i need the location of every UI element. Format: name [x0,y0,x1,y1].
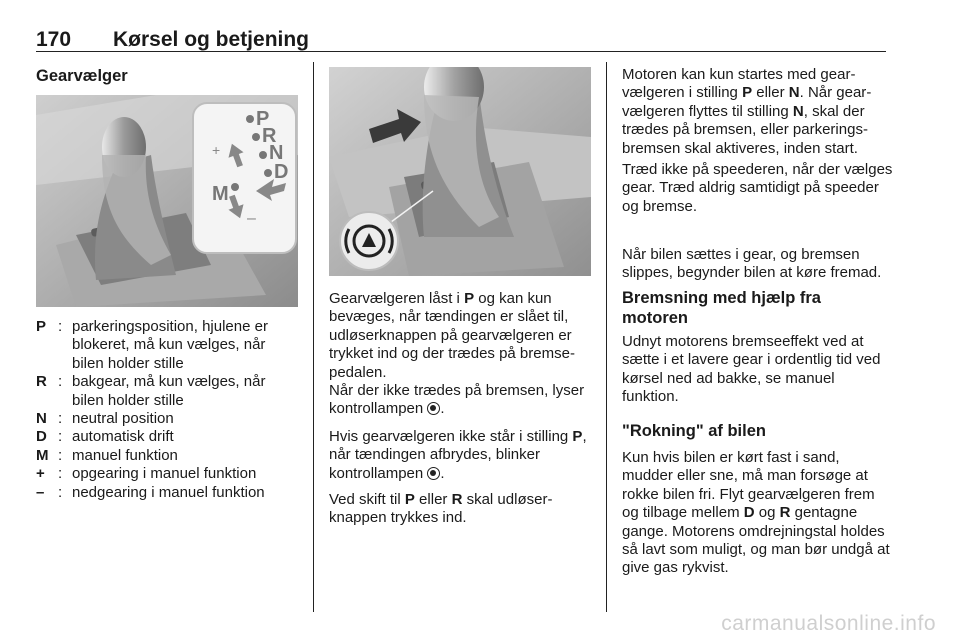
legend-row: R : bakgear, må kun vælges, når bilen holder stille [36,373,266,409]
selector-label-p: P [256,108,270,130]
legend-row: – : nedgearing i manuel funktion [36,483,265,501]
section-heading-gearvaelger: Gearvælger [36,67,128,85]
legend-row: + : opgearing i manuel funktion [36,465,257,483]
selector-label-d: D [274,161,289,183]
legend-row: D : automatisk drift [36,428,174,446]
gear-release-illustration [329,67,591,276]
gear-position-legend [36,318,298,502]
legend-row: N : neutral position [36,410,174,428]
paragraph-control-lamp: Når der ikke trædes på bremsen, lyser kontrollampen . [329,382,585,418]
section-heading-rocking: "Rokning" af bilen [622,422,766,440]
header-rule [36,51,886,52]
paragraph-rocking: Kun hvis bilen er kørt fast i sand, mudder eller sne, må man forsøge at rokke bilen fri. Flyt gearvælgeren frem og tilbage mellem D og R gentagne gange. Motorens omdrejningstal holdes så lavt som muligt, og man bør undgå at give gas rykvist. [622,449,890,577]
page-title: Kørsel og betjening [113,28,310,51]
brake-control-lamp-icon [427,402,440,415]
page-number: 170 [36,28,72,51]
paragraph-release-button: Ved skift til P eller R skal udløserknappen trykkes ind. [329,491,553,527]
section-heading-engine-braking: Bremsning med hjælp fra motoren [622,289,821,327]
selector-label-n: N [269,142,284,164]
paragraph-vehicle-moves: Når bilen sættes i gear, og bremsen slippes, begynder bilen at køre fremad. [622,246,882,282]
column-divider-1 [313,62,314,612]
svg-text:–: – [247,210,256,227]
column-divider-2 [606,62,607,612]
paragraph-locked-in-p: Gearvælgeren låst i P og kan kun bevæges, når tændingen er slået til, udløserknappen på gearvælgeren er trykket ind og der trædes på bremsepedalen. [329,290,575,381]
selector-label-m: M [212,183,229,205]
legend-row: M : manuel funktion [36,446,178,464]
legend-row: P : parkeringsposition, hjulene er blokeret, må kun vælges, når bilen holder stille [36,318,268,372]
selector-label-r: R [262,125,277,147]
brake-control-lamp-icon [427,467,440,480]
svg-text:+: + [212,142,221,158]
paragraph-engine-start: Motoren kan kun startes med gearvælgeren i stilling P eller N. Når gearvælgeren flyttes til stilling N, skal der trædes på bremsen, eller parkeringsbremsen skal aktiveres, inden start. [622,66,872,157]
paragraph-lamp-flashes: Hvis gearvælgeren ikke står i stilling P, når tændingen afbrydes, blinker kontrollampen . [329,428,587,482]
gear-selector-illustration [36,95,298,307]
watermark: carmanualsonline.info [721,612,936,635]
paragraph-no-accelerator: Træd ikke på speederen, når der vælges gear. Træd aldrig samtidigt på speeder og bremse. [622,161,893,215]
paragraph-engine-braking: Udnyt motorens bremseeffekt ved at sætte i et lavere gear i ordentlig tid ved kørsel ned ad bakke, se manuel funktion. [622,333,881,406]
